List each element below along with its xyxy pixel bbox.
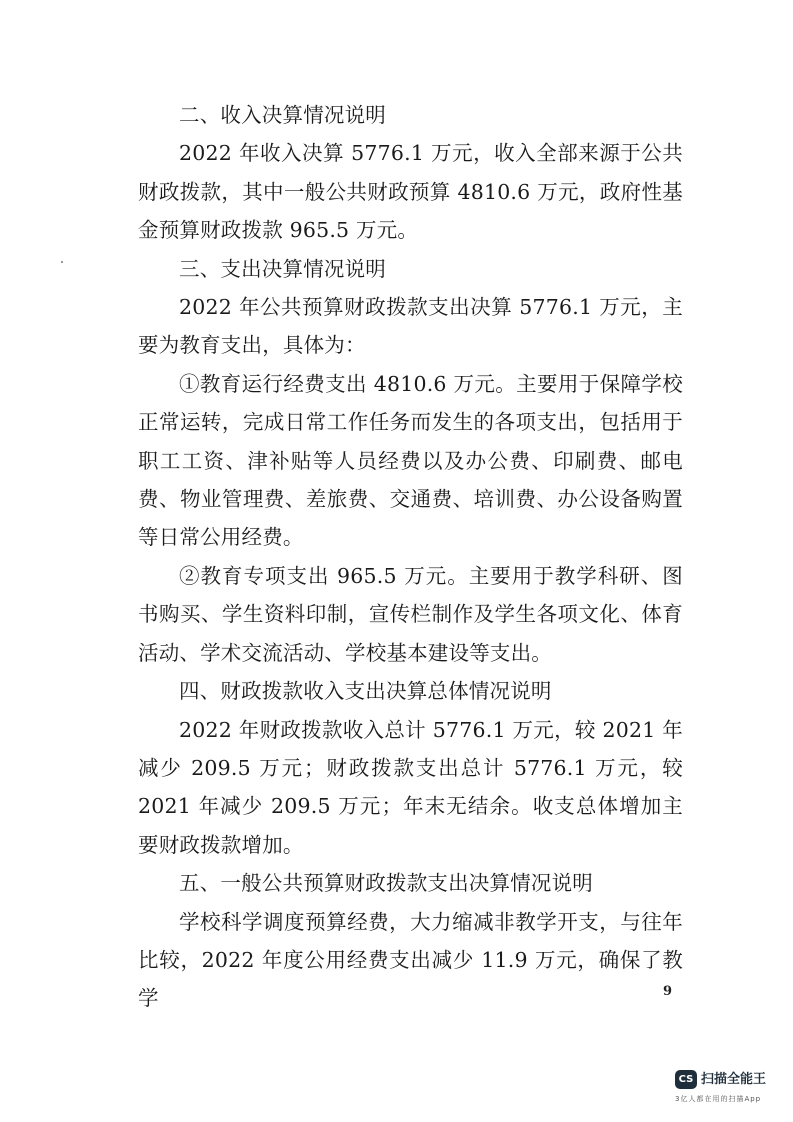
general-budget-paragraph: 学校科学调度预算经费，大力缩减非教学开支，与往年比较，2022 年度公用经费支出减少 11.9 万元，确保了教学 <box>138 909 683 1011</box>
income-paragraph: 2022 年收入决算 5776.1 万元，收入全部来源于公共财政拨款，其中一般公共财政预算 4810.6 万元，政府性基金预算财政拨款 965.5 万元。 <box>138 141 683 243</box>
scan-speck <box>61 261 63 263</box>
page-number: 9 <box>663 984 673 999</box>
section-heading-expenditure: 三、支出决算情况说明 <box>179 256 386 281</box>
body-text <box>138 96 683 1018</box>
section-heading-income: 二、收入决算情况说明 <box>179 103 386 127</box>
overall-paragraph: 2022 年财政拨款收入总计 5776.1 万元，较 2021 年减少 209.5 万元；财政拨款支出总计 5776.1 万元，较 2021 年减少 209.5 万元；年末无结余。收支总体增加主要财政拨款增加。 <box>138 717 683 857</box>
watermark-slogan: 3亿人都在用的扫描App <box>675 1095 762 1103</box>
section-heading-overall: 四、财政拨款收入支出决算总体情况说明 <box>179 679 552 704</box>
watermark-app-name: 扫描全能王 <box>701 1072 767 1087</box>
expenditure-paragraph: 2022 年公共预算财政拨款支出决算 5776.1 万元，主要为教育支出，具体为： <box>138 295 683 358</box>
camscanner-watermark <box>675 1068 775 1110</box>
operating-expense-paragraph: ①教育运行经费支出 4810.6 万元。主要用于保障学校正常运转，完成日常工作任务而发生的各项支出，包括用于职工工资、津补贴等人员经费以及办公费、印刷费、邮电费、物业管理费、差旅费、交通费、培训费、办公设备购置等日常公用经费。 <box>138 371 683 550</box>
section-heading-general-budget: 五、一般公共预算财政拨款支出决算情况说明 <box>179 871 593 896</box>
camscanner-logo-icon: CS <box>675 1070 697 1089</box>
special-expense-paragraph: ②教育专项支出 965.5 万元。主要用于教学科研、图书购买、学生资料印制，宣传栏制作及学生各项文化、体育活动、学术交流活动、学校基本建设等支出。 <box>138 563 683 665</box>
